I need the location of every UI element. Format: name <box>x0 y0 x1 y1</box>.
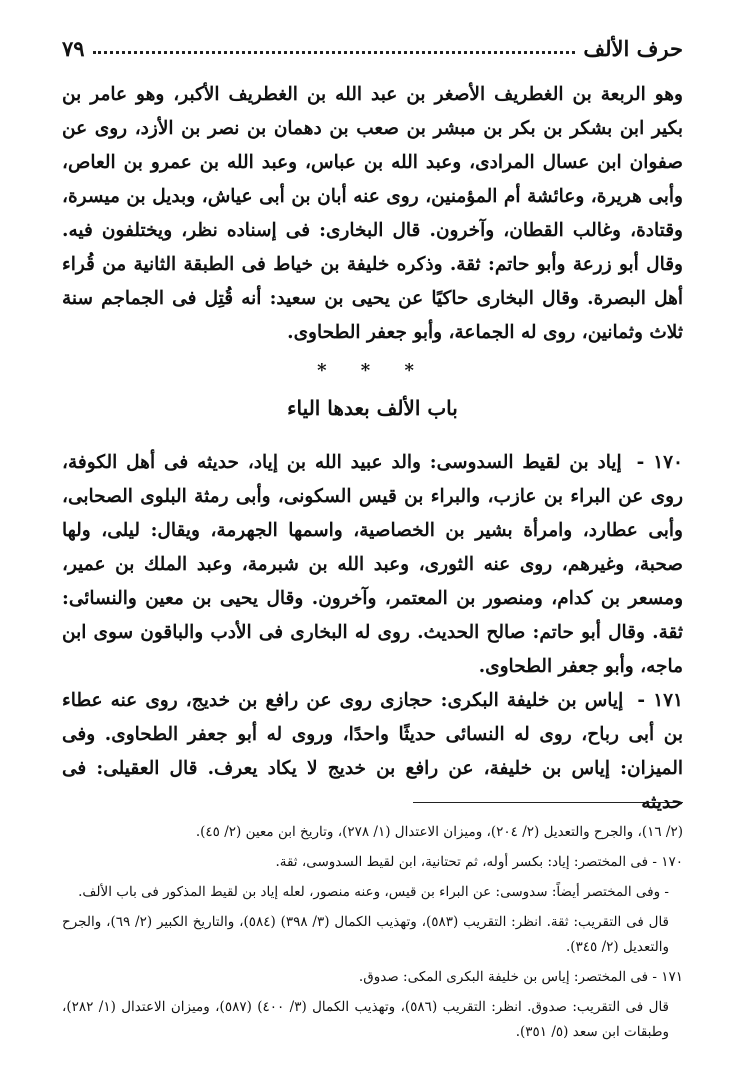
entry-paragraph <box>62 446 683 684</box>
section-heading: باب الألف بعدها الياء <box>287 396 458 420</box>
entry-number: ١٧١ - <box>637 690 683 711</box>
footnote-divider <box>413 802 683 803</box>
entry-paragraph <box>62 684 683 820</box>
footnotes <box>62 820 683 1050</box>
footnote: ١٧٠ - فى المختصر: إياد: بكسر أوله، ثم تحتانية، ابن لقيط السدوسى، ثقة. <box>275 854 683 870</box>
footnote: ١٧١ - فى المختصر: إياس بن خليفة البكرى المكى: صدوق. <box>358 969 683 985</box>
dotted-leader <box>93 51 576 54</box>
entry-text: إياس بن خليفة البكرى: حجازى روى عن رافع بن خديج، روى عنه عطاء بن أبى رباح، روى له النسائى حديثًا واحدًا، وروى له أبو جعفر الطحاوى. وفى الميزان: إياس بن خليفة، عن رافع بن خديج لا يكاد يعرف. قال العقيلى: فى حديثه <box>62 690 683 813</box>
asterisk-separator: * * * <box>317 360 428 381</box>
page-number: ٧٩ <box>62 35 85 61</box>
footnote: قال فى التقريب: ثقة. انظر: التقريب (٥٨٣)، وتهذيب الكمال (٣/ ٣٩٨) (٥٨٤)، والتاريخ الكبير (٢/ ٦٩)، والجرح والتعديل (٢/ ٣٤٥). <box>62 914 670 955</box>
footnote: (٢/ ١٦)، والجرح والتعديل (٢/ ٢٠٤)، وميزان الاعتدال (١/ ٢٧٨)، وتاريخ ابن معين (٢/ ٤٥). <box>195 824 683 840</box>
entry-170 <box>62 446 683 684</box>
footnote: - وفى المختصر أيضاً: سدوسى: عن البراء بن قيس، وعنه منصور، لعله إياد بن لقيط المذكور فى باب الألف. <box>78 884 669 900</box>
entry-text: إياد بن لقيط السدوسى: والد عبيد الله بن إياد، حديثه فى أهل الكوفة، روى عن البراء بن عازب، والبراء بن قيس السكونى، وأبى رمثة البلوى الصحابى، وأبى عطارد، وامرأة بشير بن الخصاصية، واسمها الجهرمة، ويقال: ليلى، ولها صحبة، وغيرهم، روى عنه الثورى، وعبد الله بن شبرمة، وعبد الملك بن عمير، ومسعر بن كدام، ومنصور بن المعتمر، وآخرون. وقال يحيى بن معين والنسائى: ثقة. وقال أبو حاتم: صالح الحديث. روى له البخارى فى الأدب والباقون سوى ابن ماجه، وأبو جعفر الطحاوى. <box>62 452 683 677</box>
footnote: قال فى التقريب: صدوق. انظر: التقريب (٥٨٦)، وتهذيب الكمال (٣/ ٤٠٠) (٥٨٧)، وميزان الاعتدال (١/ ٢٨٢)، وطبقات ابن سعد (٥/ ٣٥١). <box>62 999 670 1040</box>
chapter-title: حرف الألف <box>583 35 683 61</box>
entry-171 <box>62 684 683 820</box>
continuation-text: وهو الربعة بن الغطريف الأصغر بن عبد الله بن الغطريف الأكبر، وهو عامر بن بكير ابن بشكر بن بكر بن مبشر بن صعب بن دهمان بن نصر بن الأزد، روى عن صفوان ابن عسال المرادى، وعبد الله بن عباس، وعبد الله بن عمرو بن العاص، وأبى هريرة، وعائشة أم المؤمنين، روى عنه أبان بن أبى عياش، وبديل بن ميسرة، وقتادة، وغالب القطان، وآخرون. قال البخارى: فى إسناده نظر، ويختلفون فيه. وقال أبو زرعة وأبو حاتم: ثقة. وذكره خليفة بن خياط فى الطبقة الثانية من قُراء أهل البصرة. وقال البخارى حاكيًا عن يحيى بن سعيد: أنه قُتِل فى الجماجم سنة ثلاث وثمانين، روى له الجماعة، وأبو جعفر الطحاوى. <box>62 84 683 343</box>
continuation-paragraph <box>62 78 683 350</box>
entry-number: ١٧٠ - <box>636 452 683 473</box>
running-header <box>62 28 683 68</box>
